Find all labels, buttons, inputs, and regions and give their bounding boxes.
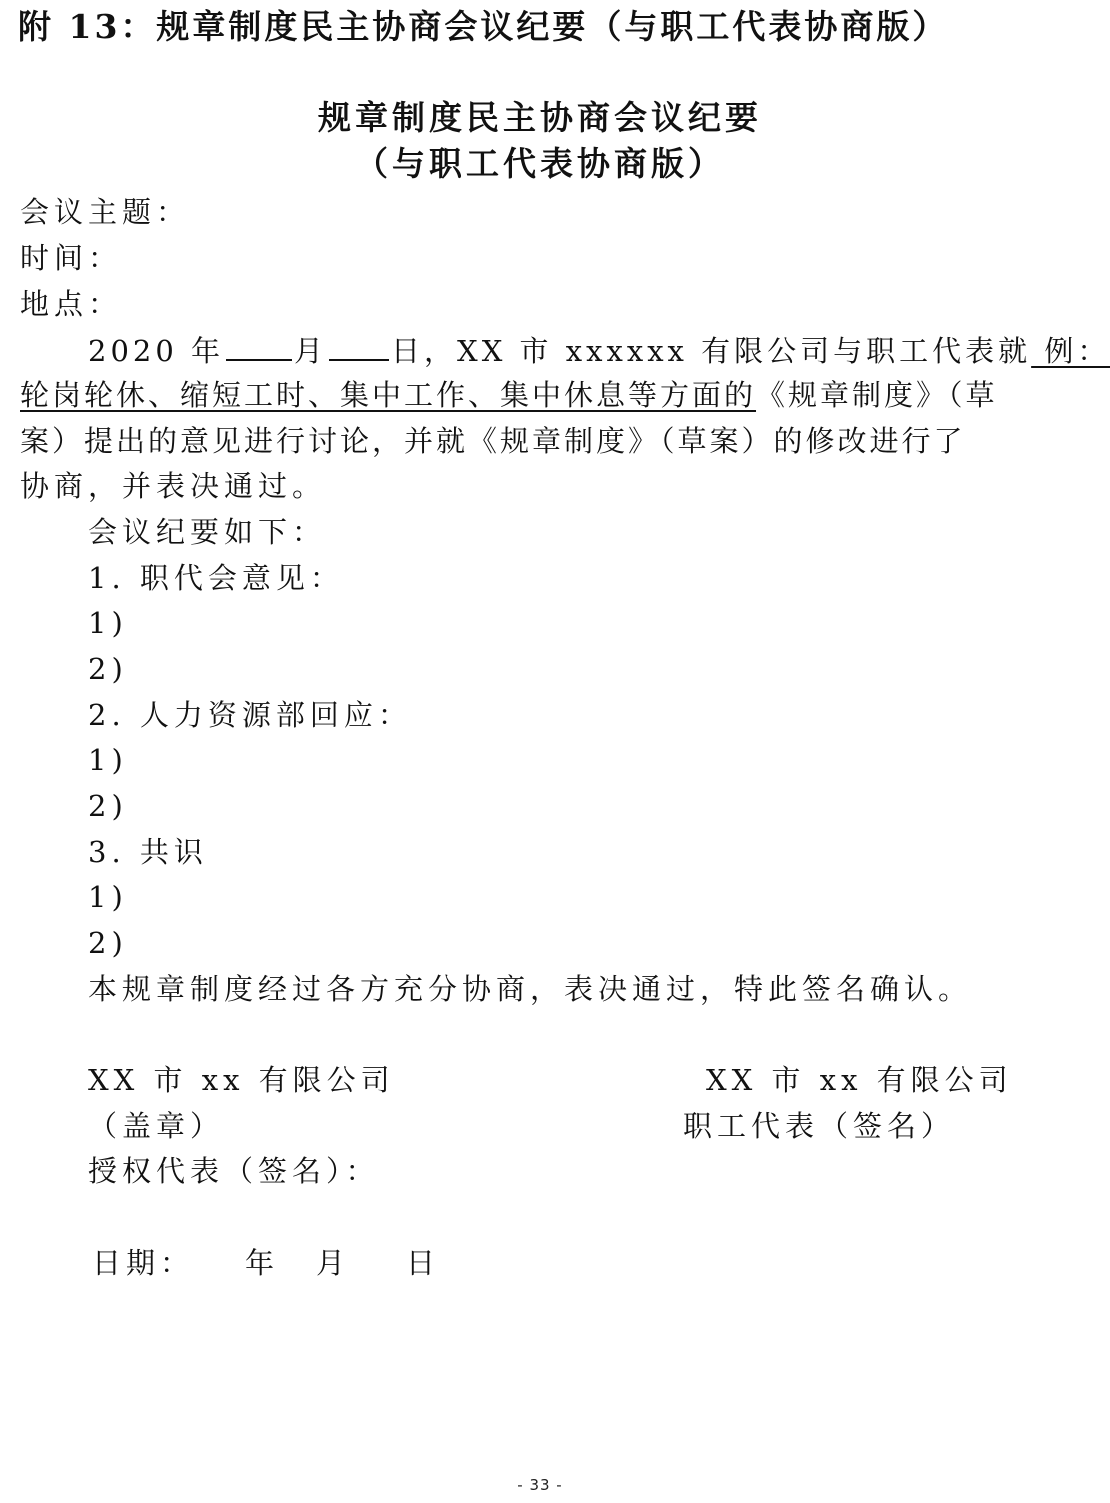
section-1-title: 1. 职代会意见：: [88, 561, 344, 595]
meeting-time-field: 时间：: [20, 241, 123, 275]
section-2-item-1: 1): [88, 743, 128, 777]
date-month: 月: [316, 1246, 351, 1280]
employee-representative-signature: 职工代表（签名）: [683, 1109, 956, 1143]
attachment-heading: 附 13：规章制度民主协商会议纪要（与职工代表协商版）: [18, 7, 949, 46]
intro-day-and-company: 日，XX 市 xxxxxx 有限公司与职工代表就: [391, 334, 1032, 368]
intro-example-label: 例：: [1031, 334, 1110, 368]
minutes-intro: 会议纪要如下：: [88, 515, 327, 549]
authorized-representative-signature: 授权代表（签名）：: [88, 1154, 380, 1188]
meeting-topic-field: 会议主题：: [20, 195, 191, 229]
section-2-item-2: 2): [88, 789, 128, 823]
intro-line-1: [88, 331, 1110, 369]
section-3-title: 3. 共识: [88, 835, 208, 869]
section-1-item-1: 1): [88, 606, 128, 640]
intro-year: 2020 年: [88, 334, 225, 368]
date-year: 年: [245, 1246, 280, 1280]
intro-rules-draft: 《规章制度》（草: [756, 378, 998, 412]
document-title: 规章制度民主协商会议纪要: [318, 98, 762, 137]
month-blank: [226, 331, 292, 361]
intro-month: 月: [294, 334, 328, 368]
day-blank: [329, 331, 389, 361]
section-2-title: 2. 人力资源部回应：: [88, 698, 412, 732]
date-day: 日: [406, 1246, 441, 1280]
right-company-name: XX 市 xx 有限公司: [706, 1063, 1013, 1097]
meeting-place-field: 地点：: [20, 287, 123, 321]
section-3-item-2: 2): [88, 926, 128, 960]
closing-statement: 本规章制度经过各方充分协商，表决通过，特此签名确认。: [88, 972, 973, 1006]
left-company-seal: （盖章）: [88, 1109, 225, 1143]
date-label: 日期：: [92, 1246, 195, 1280]
section-1-item-2: 2): [88, 652, 128, 686]
left-company-name: XX 市 xx 有限公司: [88, 1063, 395, 1097]
intro-line-4: 协商，并表决通过。: [20, 469, 327, 503]
section-3-item-1: 1): [88, 880, 128, 914]
intro-line-3: 案）提出的意见进行讨论，并就《规章制度》（草案）的修改进行了: [20, 424, 966, 458]
intro-line-2: [20, 377, 998, 413]
intro-example-text: 轮岗轮休、缩短工时、集中工作、集中休息等方面的: [20, 378, 757, 412]
document-subtitle: （与职工代表协商版）: [355, 144, 725, 183]
page-number: - 33 -: [517, 1476, 563, 1494]
